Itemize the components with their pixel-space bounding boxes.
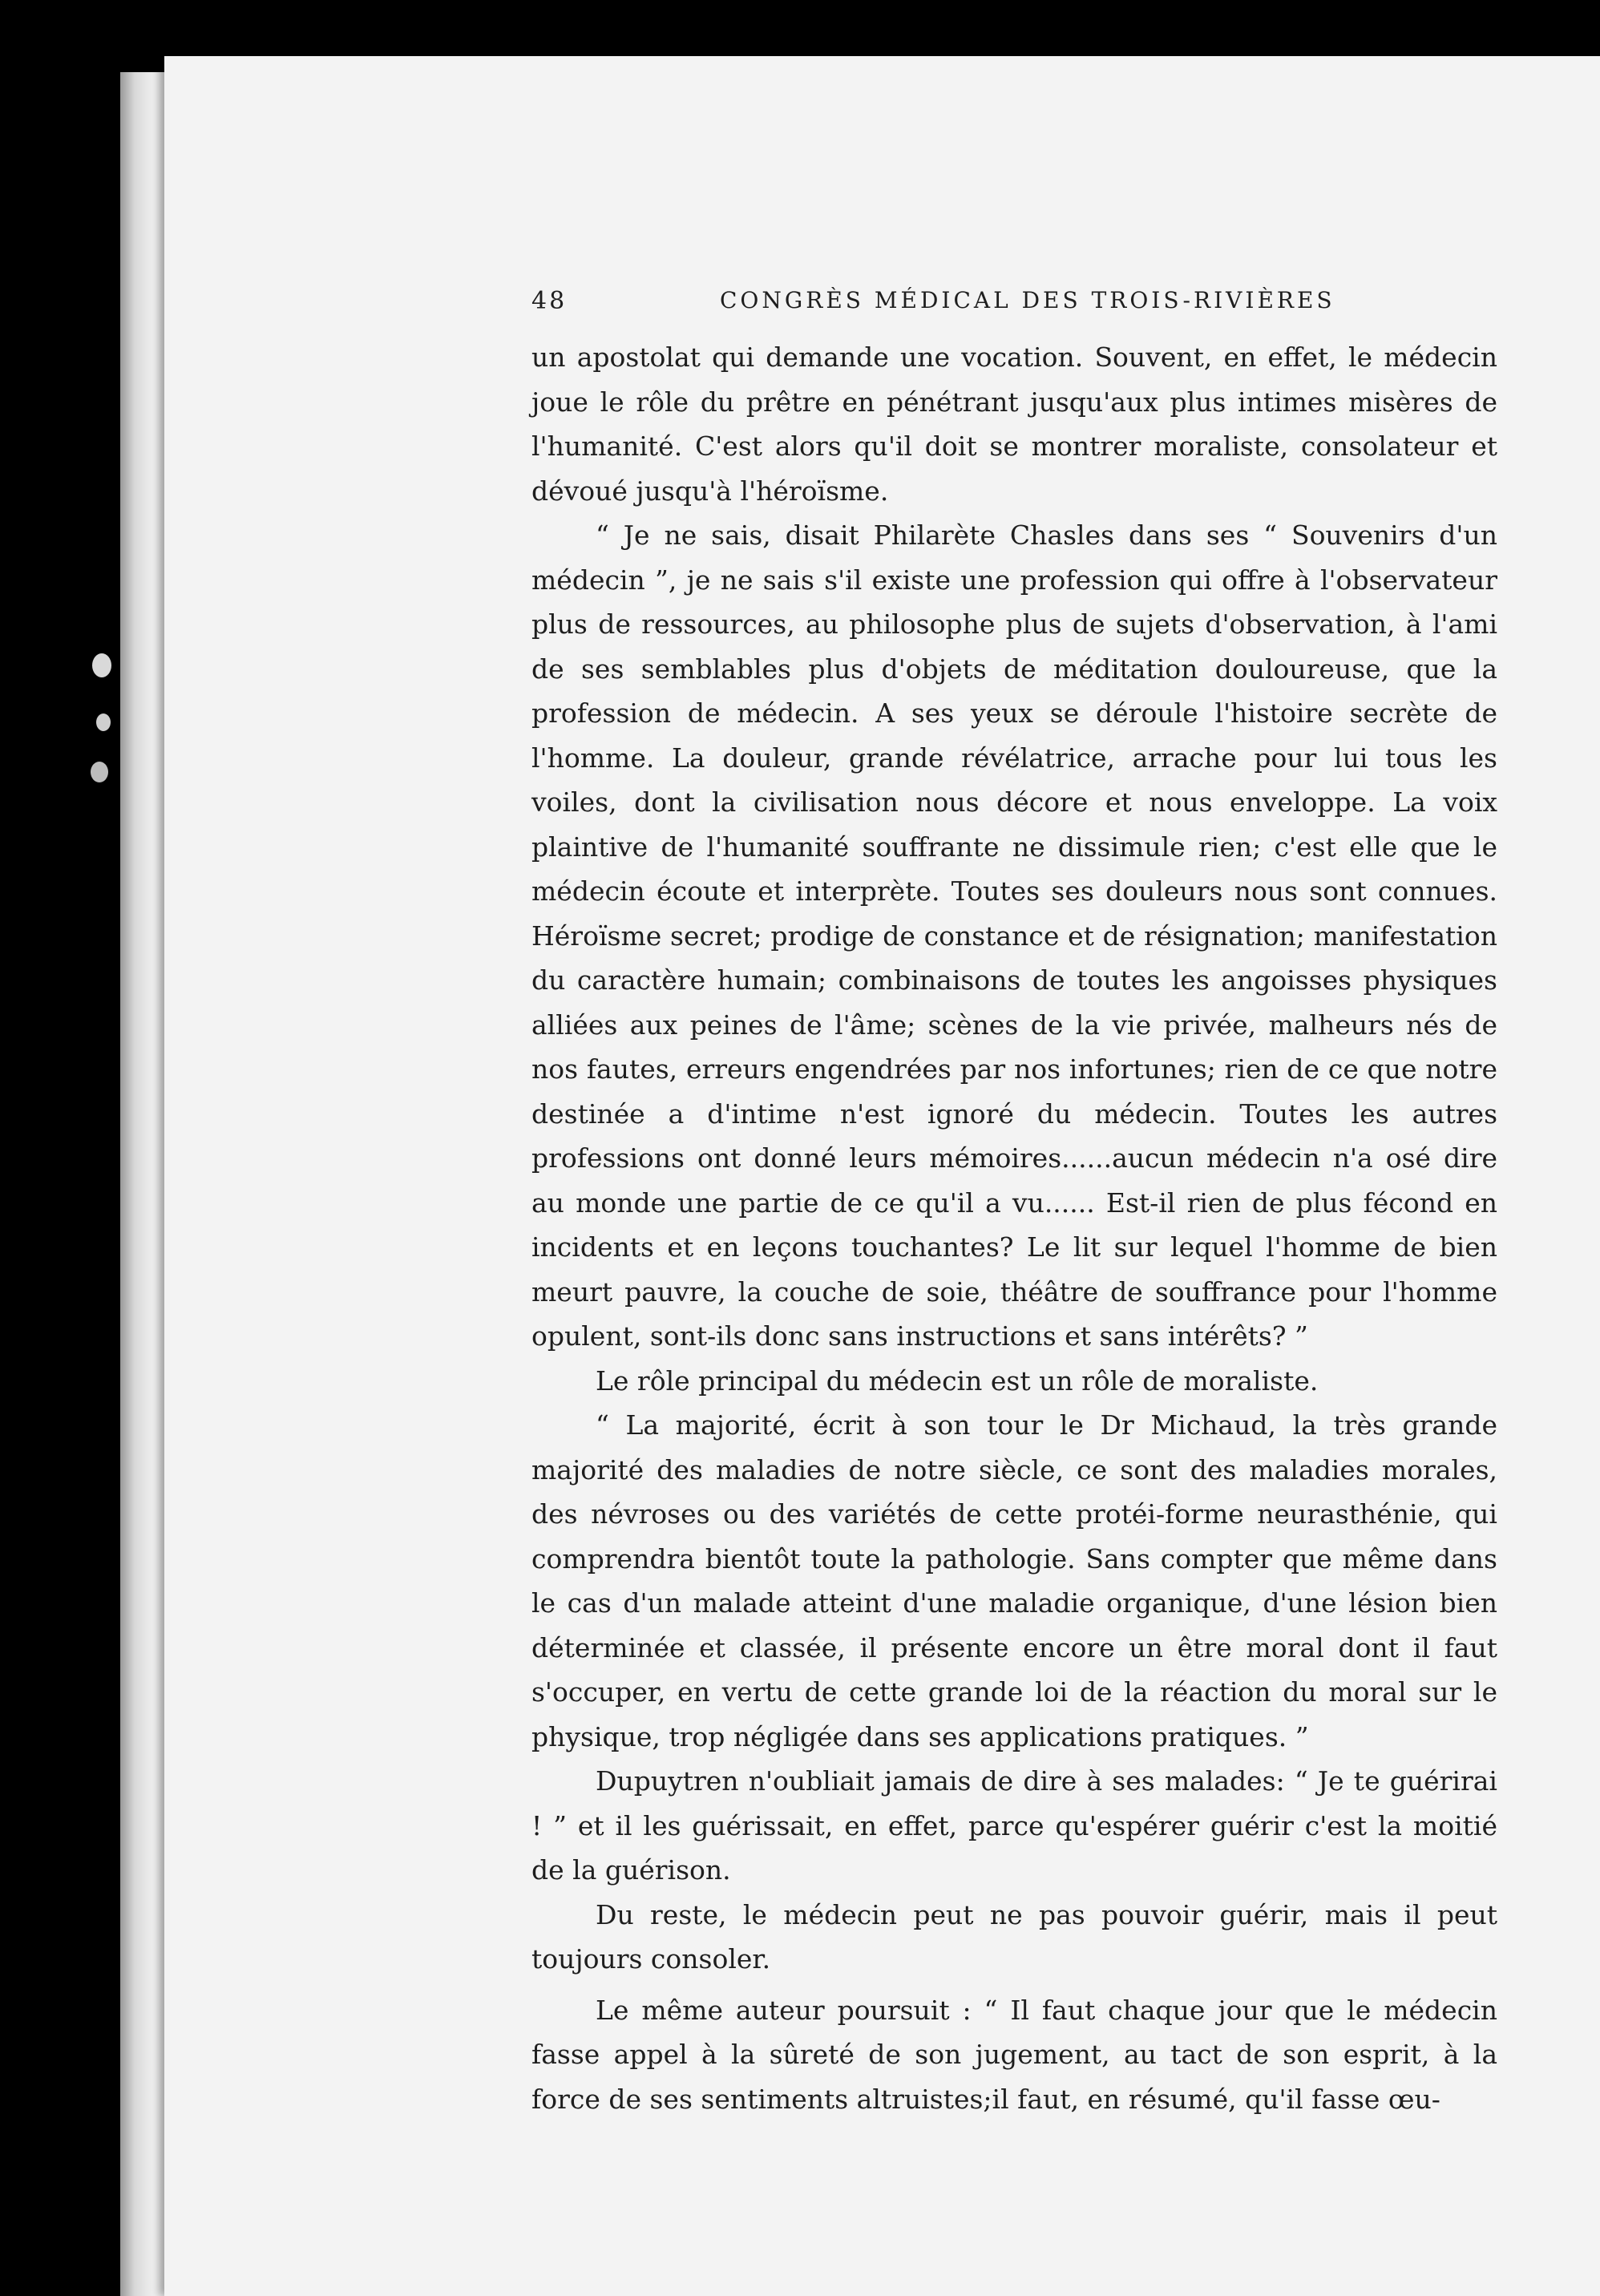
body-paragraph: Du reste, le médecin peut ne pas pouvoir guérir, mais il peut toujours consoler. (531, 1898, 1497, 1975)
page-content (531, 287, 1497, 2121)
body-paragraph: “ Je ne sais, disait Philarète Chasles dans ses “ Souvenirs d'un médecin ”, je ne sais s'il existe une profession qui offre à l'observateur plus de ressources, au philosophe plus de sujets d'observation, à l'ami de ses semblables plus d'objets de méditation douloureuse, que la profession de médecin. A ses yeux se déroule l'histoire secrète de l'homme. La douleur, grande révélatrice, arrache pour lui tous les voiles, dont la civilisation nous décore et nous enveloppe. La voix plaintive de l'humanité souffrante ne dissimule rien; c'est elle que le médecin écoute et interprète. Toutes ses douleurs nous sont connues. Héroïsme secret; prodige de constance et de résignation; manifestation du caractère humain; combinaisons de toutes les angoisses physiques alliées aux peines de l'âme; scènes de la vie privée, malheurs nés de nos fautes, erreurs engendrées par nos infortunes; rien de ce que notre destinée a d'intime n'est ignoré du médecin. Toutes les autres professions ont donné leurs mémoires......aucun médecin n'a osé dire au monde une partie de ce qu'il a vu...... Est-il rien de plus fécond en incidents et en leçons touchantes? Le lit sur lequel l'homme de bien meurt pauvre, la couche de soie, théâtre de souffrance pour l'homme opulent, sont-ils donc sans instructions et sans intérêts? ” (531, 519, 1497, 1352)
body-paragraph: Dupuytren n'oubliait jamais de dire à ses malades: “ Je te guérirai ! ” et il les guérissait, en effet, parce qu'espérer guérir c'est la moitié de la guérison. (531, 1765, 1497, 1886)
paper-speck (91, 762, 108, 782)
body-paragraph: Le même auteur poursuit : “ Il faut chaque jour que le médecin fasse appel à la sûreté de son jugement, au tact de son esprit, à la force de ses sentiments altruistes;il faut, en résumé, qu'il fasse œu- (531, 1994, 1497, 2115)
body-paragraph: Le rôle principal du médecin est un rôle de moraliste. (596, 1364, 1319, 1397)
running-title: CONGRÈS MÉDICAL DES TROIS-RIVIÈRES (720, 287, 1335, 313)
paper-speck (92, 653, 111, 677)
body-paragraph: “ La majorité, écrit à son tour le Dr Michaud, la très grande majorité des maladies de notre siècle, ce sont des maladies morales, des névroses ou des variétés de cette protéi-forme neurasthénie, qui comprendra bientôt toute la pathologie. Sans compter que même dans le cas d'un malade atteint d'une maladie organique, d'une lésion bien déterminée et classée, il présente encore un être moral dont il faut s'occuper, en vertu de cette grande loi de la réaction du moral sur le physique, trop négligée dans ses applications pratiques. ” (531, 1409, 1497, 1752)
running-header (531, 287, 1497, 335)
page-number: 48 (531, 287, 568, 315)
book-page (164, 56, 1600, 2296)
body-paragraph: un apostolat qui demande une vocation. Souvent, en effet, le médecin joue le rôle du prêtre en pénétrant jusqu'aux plus intimes misères de l'humanité. C'est alors qu'il doit se montrer moraliste, consolateur et dévoué jusqu'à l'héroïsme. (531, 342, 1497, 507)
paper-speck (96, 713, 111, 731)
